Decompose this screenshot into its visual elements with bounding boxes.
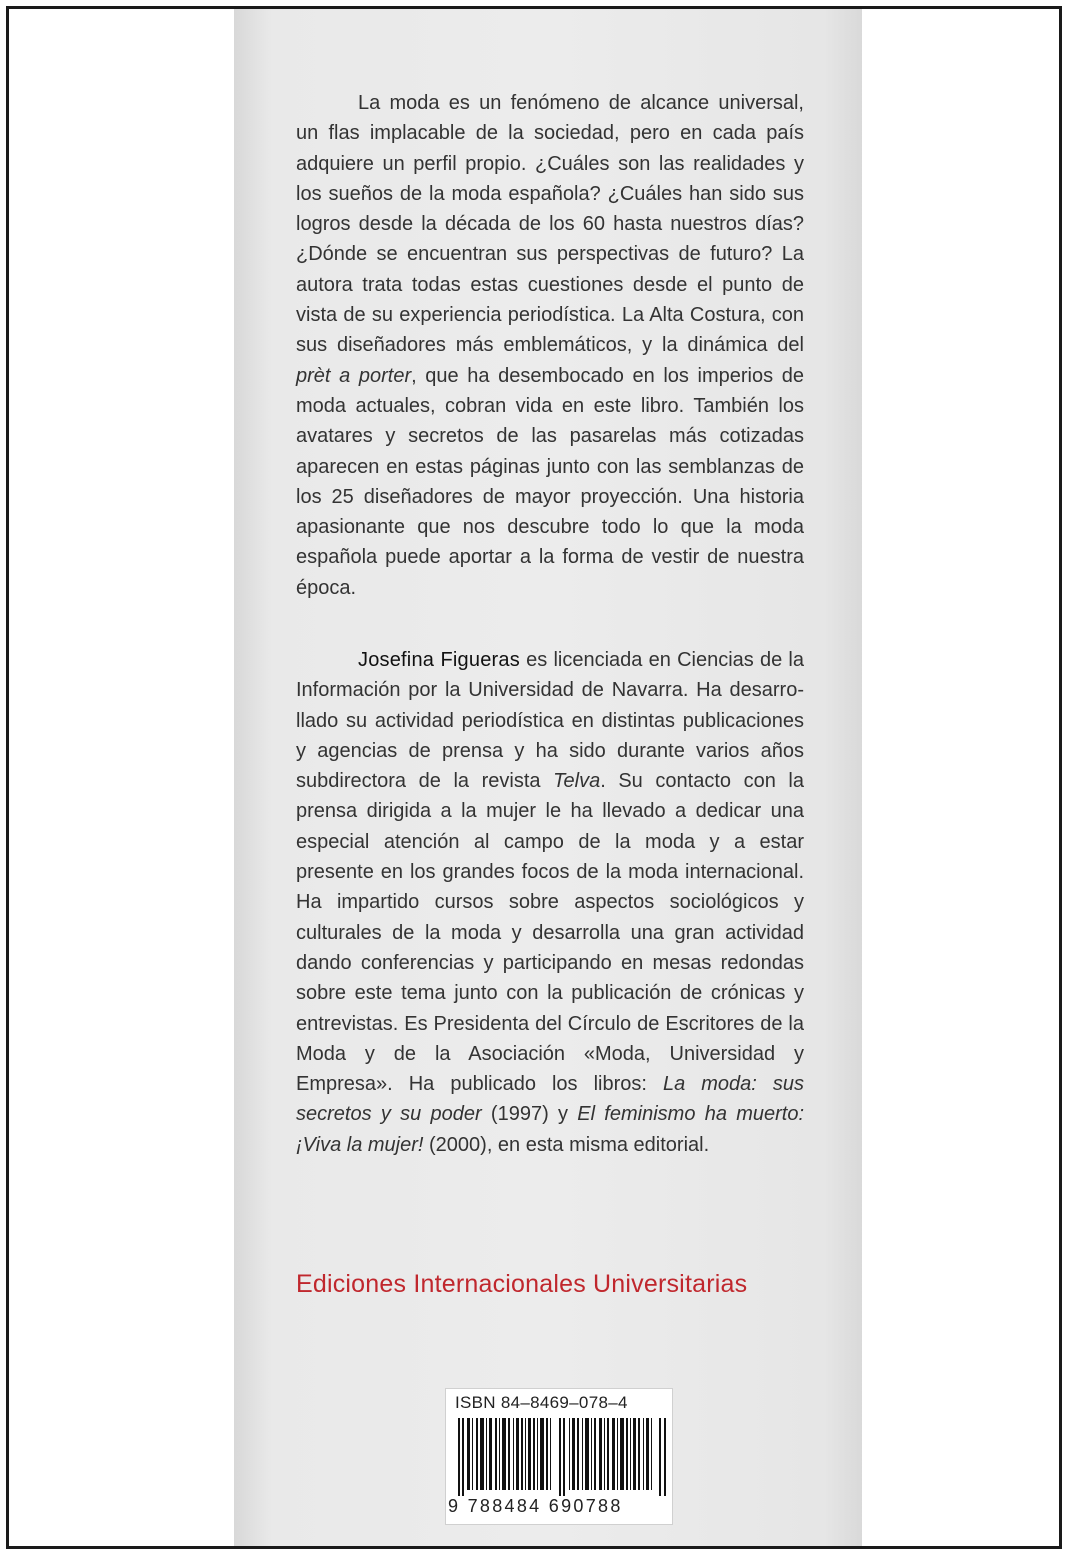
barcode-digits: 9 788484 690788 [448, 1496, 623, 1516]
bio-text-2: . Su contacto con la prensa dirigida a la mujer le ha llevado a dedicar una especial atención al campo de la moda y a estar presente en los grandes focos de la moda internacional. Ha impartido cursos sobre aspectos sociológicos y culturales de la moda y desarrolla una gran actividad dando conferencias y participando en mesas redondas sobre este tema junto con la publicación de crónicas y entrevistas. Es Presidenta del Círculo de Escritores de la Moda y de la Asociación «Moda, Universidad y Empresa». Ha publicado los libros: [296, 770, 804, 1096]
author-bio-paragraph [296, 645, 804, 1160]
description-italic-term: prèt a porter [296, 364, 412, 387]
bio-magazine-title: Telva [553, 770, 601, 793]
publisher-name: Ediciones Internacionales Universitarias [296, 1270, 748, 1298]
description-paragraph [296, 88, 804, 603]
description-text-2: , que ha desembocado en los imperios de moda actuales, cobran vida en este libro. También los avatares y secretos de las pasarelas más cotizadas aparecen en estas páginas junto con las semblanzas de los 25 diseñadores de mayor proyección. Una historia apasionante que nos descubre todo lo que la moda española puede aportar a la forma de vestir de nuestra época. [296, 364, 804, 599]
bio-book-title-2: El feminismo ha muerto: ¡Viva la mujer! [296, 1103, 805, 1156]
author-name: Josefina Figueras [358, 649, 520, 671]
bio-text-4: (2000), en esta misma editorial. [423, 1133, 710, 1156]
bio-book-title-1: La moda: sus secretos y su poder [296, 1073, 804, 1126]
isbn-label: ISBN 84–8469–078–4 [455, 1393, 628, 1412]
description-text-1: La moda es un fenómeno de alcance universal, un flas implacable de la sociedad, pero en cada país adquiere un perfil propio. ¿Cuáles son las realidades y los sueños de la moda española? ¿Cuáles han sido sus logros desde la década de los 60 hasta nuestros días? ¿Dónde se encuentran sus perspectivas de futuro? La autora trata todas estas cuestiones desde el punto de vista de su experiencia periodística. La Alta Costura, con sus diseñadores más emblemáticos, y la dinámica del [296, 92, 804, 357]
bio-text-3: (1997) y [481, 1103, 578, 1126]
bio-text-1: es licenciada en Ciencias de la Información por la Universidad de Navarra. Ha desarrollado su actividad periodística en distintas publicaciones y agencias de prensa y ha sido durante varios años subdirectora de la revista [296, 649, 804, 793]
barcode-icon [458, 1418, 668, 1496]
